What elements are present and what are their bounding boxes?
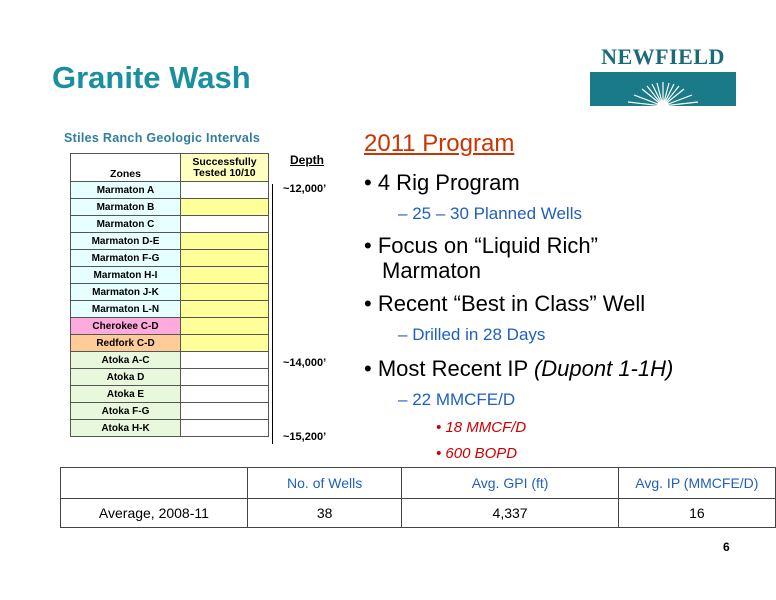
zones-column-header: Zones xyxy=(71,154,181,182)
depth-header: Depth xyxy=(290,153,324,167)
bullet-dot: • xyxy=(364,356,378,381)
tested-cell xyxy=(181,233,269,250)
sub-bullet-dash: – xyxy=(398,204,413,223)
stats-ip-value: 16 xyxy=(618,499,775,528)
tested-cell xyxy=(181,386,269,403)
tested-header-line1: Successfully xyxy=(192,155,257,168)
bullet-dot: • xyxy=(364,170,378,195)
zones-table xyxy=(70,153,269,437)
zone-name: Atoka H-K xyxy=(71,420,181,437)
subsub-bullet-text: 18 MMCF/D xyxy=(445,419,527,436)
bullet-rig-program xyxy=(364,170,520,196)
tested-cell xyxy=(181,250,269,267)
zone-row xyxy=(71,420,269,437)
stats-header-wells: No. of Wells xyxy=(247,468,402,499)
zone-row xyxy=(71,233,269,250)
zone-name: Cherokee C-D xyxy=(71,318,181,335)
zone-row xyxy=(71,352,269,369)
stats-row-label: Average, 2008-11 xyxy=(61,499,248,528)
sub-bullet-planned-wells xyxy=(398,204,582,224)
sub-bullet-dash: – xyxy=(398,325,413,344)
stats-wells-value: 38 xyxy=(247,499,402,528)
chart-title: Stiles Ranch Geologic Intervals xyxy=(64,131,261,145)
page-number: 6 xyxy=(723,540,730,554)
zone-row xyxy=(71,250,269,267)
zone-name: Marmaton D-E xyxy=(71,233,181,250)
zone-row xyxy=(71,199,269,216)
bullet-best-in-class xyxy=(364,291,645,317)
bullet-italic-text: (Dupont 1-1H) xyxy=(533,356,674,381)
bullet-dot: • xyxy=(364,291,378,316)
bullet-most-recent-ip xyxy=(364,356,673,382)
sub-bullet-text: Drilled in 28 Days xyxy=(412,325,546,344)
program-heading: 2011 Program xyxy=(364,130,515,157)
zone-name: Atoka D xyxy=(71,369,181,386)
depth-label-12000: ~12,000’ xyxy=(283,183,327,195)
zone-name: Redfork C-D xyxy=(71,335,181,352)
sub-bullet-dash: – xyxy=(398,390,413,409)
sub-bullet-text: 22 MMCFE/D xyxy=(412,390,516,409)
zone-row xyxy=(71,182,269,199)
bullet-text: Most Recent IP xyxy=(377,356,534,381)
sub-bullet-drilled-days xyxy=(398,325,545,345)
bullet-text: 4 Rig Program xyxy=(377,170,520,195)
stats-table xyxy=(60,467,776,528)
subsub-bullet-dot: • xyxy=(436,419,446,436)
zone-row xyxy=(71,216,269,233)
zone-name: Marmaton B xyxy=(71,199,181,216)
subsub-bullet-dot: • xyxy=(436,445,446,462)
tested-cell xyxy=(181,199,269,216)
bullet-text-line1: Focus on “Liquid Rich” xyxy=(377,233,598,258)
zone-row xyxy=(71,386,269,403)
zone-name: Marmaton H-I xyxy=(71,267,181,284)
zone-name: Marmaton C xyxy=(71,216,181,233)
stats-header-empty xyxy=(61,468,248,499)
stats-header-row xyxy=(61,468,776,499)
depth-axis-line xyxy=(272,184,273,444)
newfield-logo xyxy=(590,44,736,106)
zone-name: Marmaton L-N xyxy=(71,301,181,318)
tested-cell xyxy=(181,267,269,284)
zone-name: Atoka F-G xyxy=(71,403,181,420)
logo-text: NEWFIELD xyxy=(601,44,725,69)
bullet-liquid-rich xyxy=(364,233,598,283)
tested-cell xyxy=(181,182,269,199)
tested-cell xyxy=(181,284,269,301)
bullet-text-line2: Marmaton xyxy=(382,258,482,283)
zone-row xyxy=(71,284,269,301)
zone-row xyxy=(71,369,269,386)
slide-title: Granite Wash xyxy=(52,60,251,95)
stats-data-row xyxy=(61,499,776,528)
stats-header-gpi: Avg. GPI (ft) xyxy=(402,468,618,499)
tested-cell xyxy=(181,369,269,386)
stats-header-ip: Avg. IP (MMCFE/D) xyxy=(618,468,775,499)
zone-row xyxy=(71,403,269,420)
zone-name: Marmaton J-K xyxy=(71,284,181,301)
zone-name: Marmaton A xyxy=(71,182,181,199)
bullet-text: Recent “Best in Class” Well xyxy=(377,291,646,316)
zone-name: Marmaton F-G xyxy=(71,250,181,267)
tested-cell xyxy=(181,335,269,352)
subsub-bullet-mmcf xyxy=(436,419,526,436)
sub-bullet-text: 25 – 30 Planned Wells xyxy=(412,204,582,223)
subsub-bullet-text: 600 BOPD xyxy=(445,445,518,462)
tested-cell xyxy=(181,352,269,369)
tested-cell xyxy=(181,301,269,318)
depth-label-15200: ~15,200’ xyxy=(283,431,327,443)
subsub-bullet-bopd xyxy=(436,445,517,462)
zones-table-header xyxy=(71,154,269,182)
sunburst-icon xyxy=(590,72,736,106)
depth-label-14000: ~14,000’ xyxy=(283,357,327,369)
sub-bullet-mmcfe xyxy=(398,390,515,410)
tested-cell xyxy=(181,318,269,335)
tested-cell xyxy=(181,420,269,437)
zone-row xyxy=(71,301,269,318)
zone-row xyxy=(71,318,269,335)
stats-gpi-value: 4,337 xyxy=(402,499,618,528)
zone-row xyxy=(71,335,269,352)
tested-cell xyxy=(181,403,269,420)
zone-row xyxy=(71,267,269,284)
zone-name: Atoka A-C xyxy=(71,352,181,369)
bullet-dot: • xyxy=(364,233,378,258)
tested-cell xyxy=(181,216,269,233)
tested-column-header xyxy=(181,154,269,182)
tested-header-line2: Tested 10/10 xyxy=(193,166,256,179)
zone-name: Atoka E xyxy=(71,386,181,403)
